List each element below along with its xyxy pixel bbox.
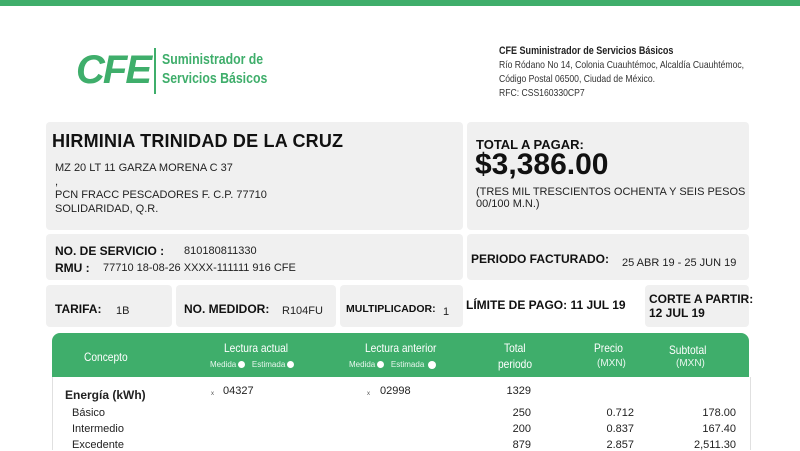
row-total: 879 (512, 439, 531, 451)
period-value: 25 ABR 19 - 25 JUN 19 (622, 257, 737, 269)
cfe-logo (76, 46, 276, 98)
rmu-label: RMU : (55, 261, 90, 275)
multiplicador-value: 1 (443, 306, 450, 318)
row-subtotal: 2,511.30 (693, 439, 736, 451)
total-label: TOTAL A PAGAR: (476, 137, 584, 152)
row-price: 2.857 (606, 439, 634, 451)
energy-total: 1329 (506, 385, 531, 397)
header-subtotal-unit: (MXN) (676, 358, 705, 369)
row-total: 200 (512, 423, 531, 435)
corte-label: CORTE A PARTIR: (649, 292, 754, 306)
tarifa-label: TARIFA: (55, 302, 102, 316)
header-concepto: Concepto (84, 350, 128, 364)
service-number-label: NO. DE SERVICIO : (55, 244, 165, 258)
corte-date: 12 JUL 19 (649, 306, 705, 320)
energy-x-mark-anterior: x (367, 391, 370, 397)
consumption-table-body (52, 377, 751, 450)
logo-tagline-line1: Suministrador de (162, 51, 264, 68)
row-concept: Básico (72, 407, 106, 419)
row-concept: Intermedio (72, 423, 124, 435)
customer-address-line4: SOLIDARIDAD, Q.R. (55, 203, 159, 215)
cfe-logo-mark: CFE (76, 48, 150, 92)
header-lectura-anterior: Lectura anterior (365, 341, 437, 355)
company-address-2: Código Postal 06500, Ciudad de México. (499, 73, 656, 85)
top-accent-bar (0, 0, 800, 6)
header-total-line1: Total (504, 341, 526, 355)
period-label: PERIODO FACTURADO: (471, 252, 609, 266)
header-lectura-actual: Lectura actual (224, 341, 289, 355)
row-price: 0.712 (606, 407, 634, 419)
energy-x-mark-actual: x (211, 391, 214, 397)
energy-lectura-actual: 04327 (223, 385, 254, 397)
customer-address-line2: , (55, 176, 59, 188)
total-amount-words: (TRES MIL TRESCIENTOS OCHENTA Y SEIS PESOS 00/100 M.N.) (476, 186, 746, 210)
radio-icon (377, 361, 384, 368)
row-total: 250 (512, 407, 531, 419)
header-actual-estimada: Estimada (251, 360, 286, 369)
company-rfc: RFC: CSS160330CP7 (499, 87, 585, 99)
energy-lectura-anterior: 02998 (380, 385, 411, 397)
logo-tagline (162, 50, 267, 88)
payment-limit: LÍMITE DE PAGO: 11 JUL 19 (466, 298, 626, 312)
rmu-value: 77710 18-08-26 XXXX-111111 916 CFE (103, 262, 296, 274)
service-number-value: 810180811330 (184, 245, 257, 257)
header-precio: Precio (594, 341, 623, 355)
row-concept: Excedente (72, 439, 124, 451)
radio-icon (238, 361, 245, 368)
row-price: 0.837 (606, 423, 634, 435)
header-anterior-medida: Medida (349, 360, 376, 369)
energy-label: Energía (kWh) (65, 388, 146, 402)
tarifa-value: 1B (116, 305, 130, 317)
customer-address-line3: PCN FRACC PESCADORES F. C.P. 77710 (55, 189, 267, 201)
total-amount: $3,386.00 (475, 148, 609, 181)
company-info (499, 44, 744, 100)
header-subtotal: Subtotal (669, 343, 707, 357)
logo-tagline-line2: Servicios Básicos (162, 70, 268, 87)
consumption-table-header (52, 333, 749, 377)
header-actual-medida: Medida (210, 360, 237, 369)
logo-divider (154, 48, 156, 94)
company-address-1: Río Ródano No 14, Colonia Cuauhtémoc, Alcaldía Cuauhtémoc, (499, 59, 745, 71)
medidor-label: NO. MEDIDOR: (184, 302, 270, 316)
company-name: CFE Suministrador de Servicios Básicos (499, 45, 674, 57)
header-total-line2: periodo (498, 357, 533, 371)
header-actual-options (210, 360, 294, 369)
row-subtotal: 178.00 (702, 407, 736, 419)
customer-address-line1: MZ 20 LT 11 GARZA MORENA C 37 (55, 162, 233, 174)
customer-name: HIRMINIA TRINIDAD DE LA CRUZ (52, 131, 344, 151)
header-precio-unit: (MXN) (597, 358, 626, 369)
radio-icon (287, 361, 294, 368)
row-subtotal: 167.40 (702, 423, 736, 435)
header-anterior-estimada: Estimada (390, 360, 425, 369)
multiplicador-label: MULTIPLICADOR: (346, 303, 436, 315)
medidor-value: R104FU (282, 305, 323, 317)
radio-icon (428, 361, 436, 369)
header-anterior-options (349, 360, 436, 369)
